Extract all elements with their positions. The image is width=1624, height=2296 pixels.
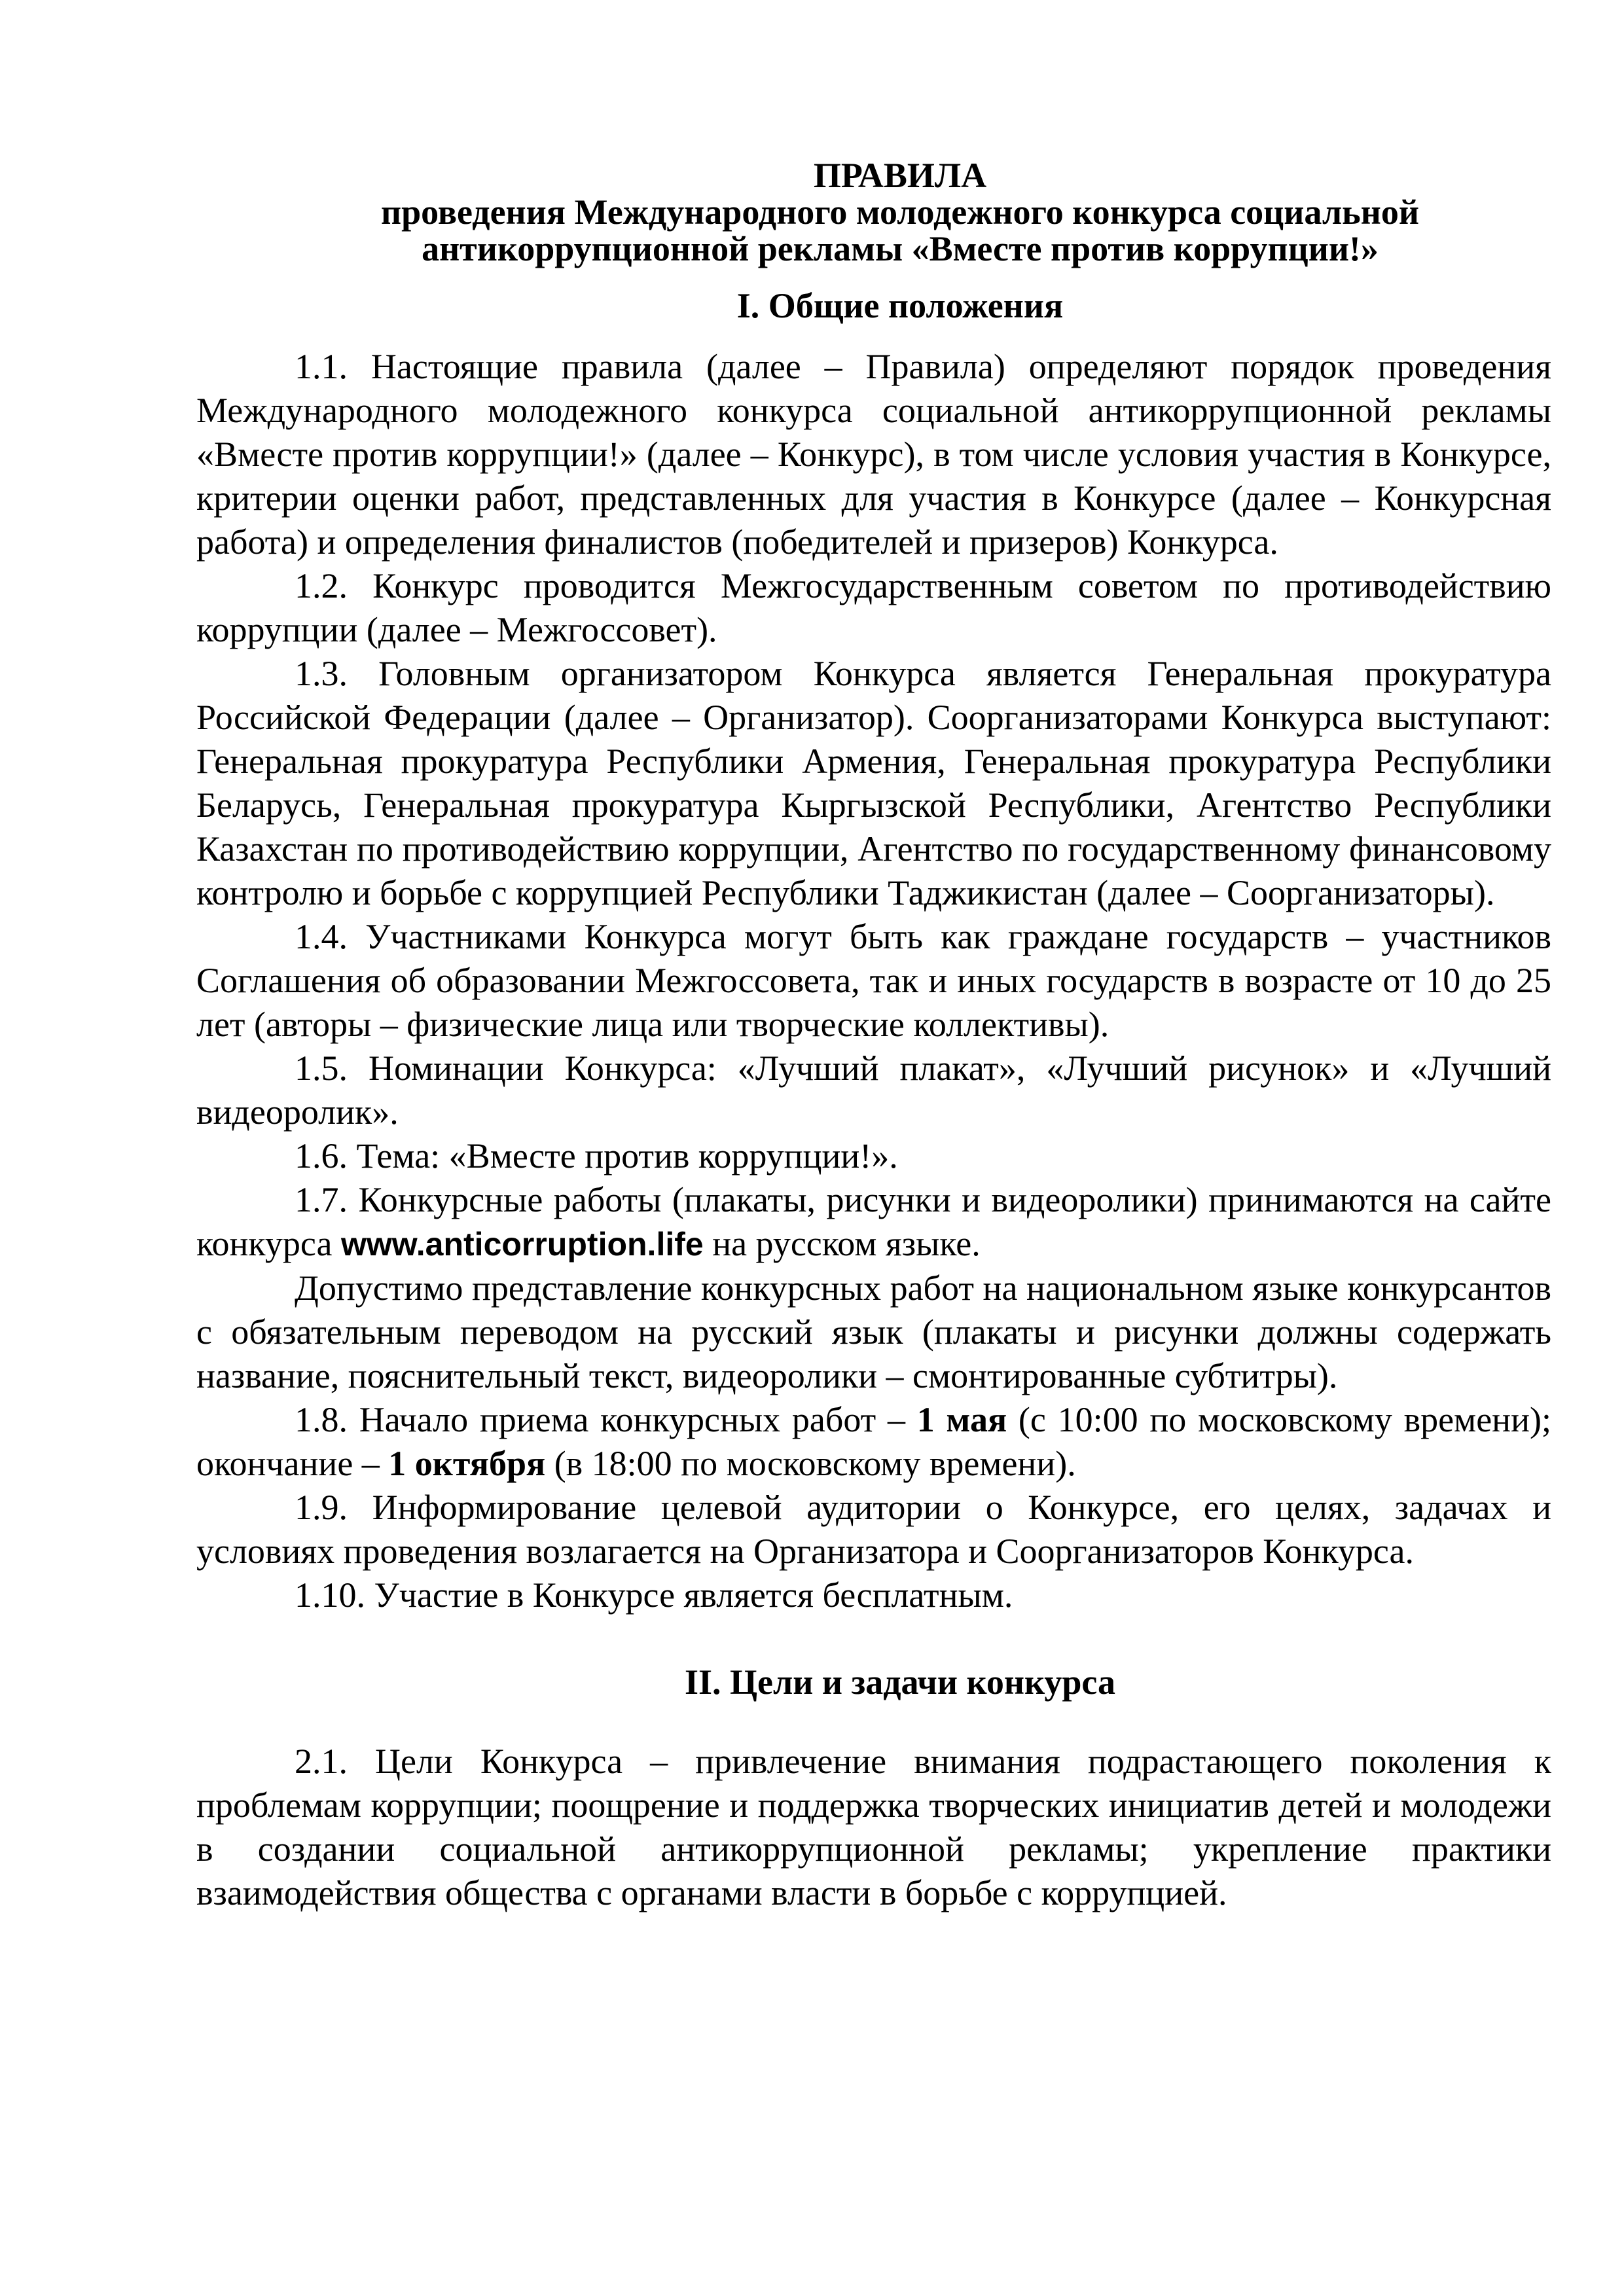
section-1-heading: I. Общие положения	[736, 286, 1064, 325]
paragraph-1-4: 1.4. Участниками Конкурса могут быть как граждане государств – участников Соглашения об образовании Межгоссовета, так и иных государств в возрасте от 10 до 25 лет (авторы – физические лица или творческие коллективы).	[196, 917, 1551, 1044]
paragraph-1-9: 1.9. Информирование целевой аудитории о Конкурсе, его целях, задачах и условиях проведения возлагается на Организатора и Соорганизаторов Конкурса.	[196, 1488, 1551, 1571]
start-date: 1 мая	[916, 1400, 1007, 1439]
paragraph-1-7-text-b: на русском языке.	[703, 1224, 981, 1263]
document-title	[196, 157, 1551, 267]
contest-website-link[interactable]: www.anticorruption.life	[340, 1226, 704, 1263]
paragraph-1-1: 1.1. Настоящие правила (далее – Правила) определяют порядок проведения Международного молодежного конкурса социальной антикоррупционной рекламы «Вместе против коррупции!» (далее – Конкурс), в том числе условия участия в Конкурсе, критерии оценки работ, представленных для участия в Конкурсе (далее – Конкурсная работа) и определения финалистов (победителей и призеров) Конкурса.	[196, 347, 1551, 562]
paragraph-1-7-text-a: 1.7. Конкурсные работы (плакаты, рисунки и видеоролики) принимаются на сайте конкурса	[196, 1180, 1551, 1263]
paragraph-1-8	[196, 1398, 1551, 1486]
paragraph-1-8-text-b: (с 10:00 по московскому времени); окончание –	[196, 1400, 1551, 1483]
end-date: 1 октября	[388, 1444, 546, 1483]
paragraph-1-2: 1.2. Конкурс проводится Межгосударственным советом по противодействию коррупции (далее – Межгоссовет).	[196, 566, 1551, 649]
paragraph-1-10: 1.10. Участие в Конкурсе является бесплатным.	[295, 1575, 1013, 1615]
paragraph-1-3: 1.3. Головным организатором Конкурса является Генеральная прокуратура Российской Федерации (далее – Организатор). Соорганизаторами Конкурса выступают: Генеральная прокуратура Республики Армения, Генеральная прокуратура Республики Беларусь, Генеральная прокуратура Кыргызской Республики, Агентство Республики Казахстан по противодействию коррупции, Агентство по государственному финансовому контролю и борьбе с коррупцией Республики Таджикистан (далее – Соорганизаторы).	[196, 654, 1551, 912]
paragraph-1-7	[196, 1178, 1551, 1266]
paragraph-1-8-text-a: 1.8. Начало приема конкурсных работ –	[295, 1400, 917, 1439]
paragraph-1-5: 1.5. Номинации Конкурса: «Лучший плакат», «Лучший рисунок» и «Лучший видеоролик».	[196, 1049, 1551, 1132]
title-line-1: ПРАВИЛА	[813, 156, 987, 195]
paragraph-1-6: 1.6. Тема: «Вместе против коррупции!».	[295, 1136, 898, 1175]
paragraph-1-7-continued: Допустимо представление конкурсных работ на национальном языке конкурсантов с обязательным переводом на русский язык (плакаты и рисунки должны содержать название, пояснительный текст, видеоролики – смонтированные субтитры).	[196, 1268, 1551, 1395]
document-page	[196, 157, 1551, 1915]
paragraph-1-8-text-c: (в 18:00 по московскому времени).	[545, 1444, 1076, 1483]
paragraph-2-1: 2.1. Цели Конкурса – привлечение внимания подрастающего поколения к проблемам коррупции; поощрение и поддержка творческих инициатив детей и молодежи в создании социальной антикоррупционной рекламы; укрепление практики взаимодействия общества с органами власти в борьбе с коррупцией.	[196, 1742, 1551, 1912]
title-line-3: антикоррупционной рекламы «Вместе против коррупции!»	[422, 229, 1379, 268]
title-line-2: проведения Международного молодежного конкурса социальной	[381, 192, 1419, 232]
section-2-heading: II. Цели и задачи конкурса	[685, 1662, 1115, 1702]
